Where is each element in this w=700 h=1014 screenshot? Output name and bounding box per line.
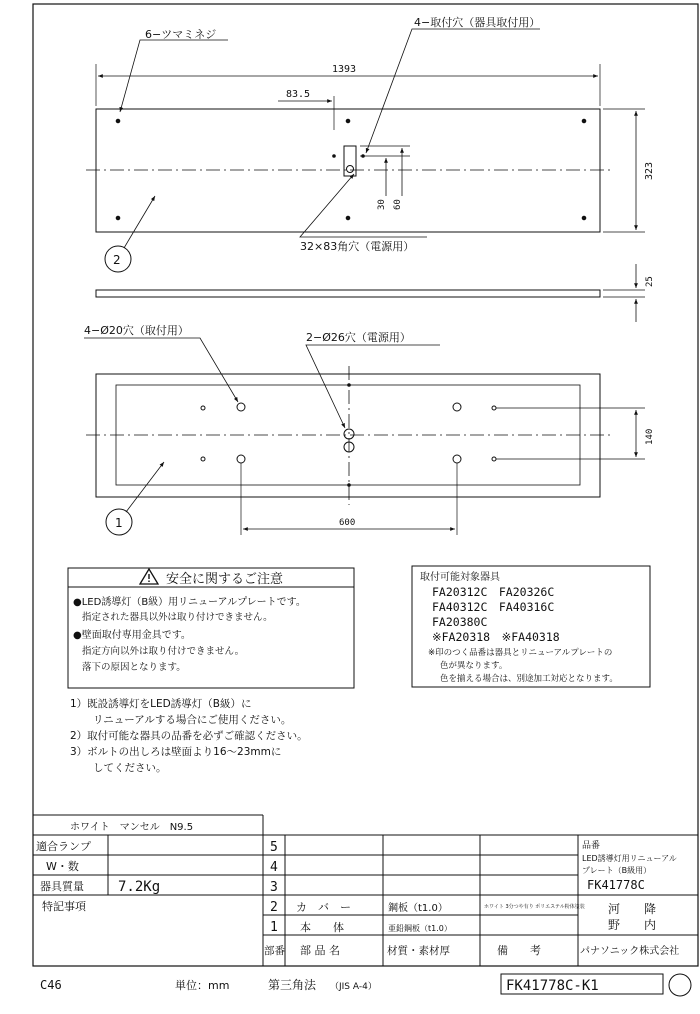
safety-line: ●壁面取付専用金具です。 [73, 630, 191, 641]
head-material: 材質・素材厚 [387, 945, 450, 957]
drawing-number: FK41778C-K1 [506, 978, 599, 994]
mount-hole-20 [453, 455, 461, 463]
company-name: パナソニック株式会社 [580, 946, 680, 957]
head-no: 部番 [264, 945, 285, 957]
small-hole [201, 406, 205, 410]
mount-hole [333, 155, 336, 158]
bottom-view-plate [96, 374, 600, 497]
compatible-box [412, 566, 650, 687]
mount-holes-label: 4−取付穴（器具取付用） [414, 16, 541, 29]
usage-notes [70, 697, 308, 774]
safety-line: 指定方向以外は取り付けできません。 [82, 646, 245, 657]
dim-30: 30 [377, 199, 387, 210]
dim-25: 25 [645, 276, 655, 287]
usage-note: 3）ボルトの出しろは壁面より16〜23mmに [70, 746, 282, 758]
footer-code: C46 [40, 978, 62, 992]
safety-line: 指定された器具以外は取り付けできません。 [82, 612, 273, 623]
screw [582, 216, 586, 220]
compatible-line: ※FA20318 ※FA40318 [432, 630, 560, 644]
footer-projection: 第三角法 [268, 978, 317, 992]
weight-label: 器具質量 [40, 880, 84, 893]
power-hole-label: 32×83角穴（電源用） [300, 240, 415, 253]
compatible-line: FA20312C FA20326C [432, 585, 555, 599]
usage-note: してください。 [93, 762, 167, 774]
side-view-plate [96, 290, 600, 297]
product-code: FK41778C [587, 878, 645, 892]
screw [346, 216, 350, 220]
callout-2-number: 2 [113, 253, 121, 267]
weight-value: 7.2Kg [118, 879, 161, 895]
product-name-line: LED誘導灯用リニューアル [582, 854, 677, 863]
footer-unit: 単位：mm [175, 979, 230, 992]
row1-name: 本 体 [300, 921, 344, 934]
dim-600: 600 [339, 518, 356, 528]
revision-circle [669, 974, 691, 996]
mount-hole-leader [84, 338, 238, 402]
power-hole-rect [344, 146, 356, 176]
row2-name: カ バ ー [296, 901, 351, 914]
compatible-note: 色が異なります。 [440, 661, 508, 671]
row2-remark: ホワイト 3分つや有り ポリエステル粉体塗装 [484, 904, 585, 910]
head-remark: 備 考 [497, 944, 541, 957]
dim-60: 60 [393, 199, 403, 210]
person-line: 野 内 [608, 918, 657, 932]
safety-line: ●LED誘導灯（B級）用リニューアルプレートです。 [73, 597, 306, 608]
row-number: 1 [270, 920, 278, 935]
row-number: 4 [270, 860, 278, 875]
side-view [96, 264, 645, 322]
row-number: 5 [270, 840, 278, 855]
mount-hole-20 [453, 403, 461, 411]
compatible-line: FA20380C [432, 615, 488, 629]
power-hole-leader [300, 174, 427, 237]
small-hole [201, 457, 205, 461]
mount-holes-leader [366, 29, 540, 153]
small-hole [492, 457, 496, 461]
color-spec: ホワイト マンセル N9.5 [70, 822, 194, 833]
screw [582, 119, 586, 123]
compatible-note: 色を揃える場合は、別途加工対応となります。 [440, 674, 618, 684]
mount-hole-20 [237, 455, 245, 463]
top-view-plate [96, 109, 600, 232]
usage-note: リニューアルする場合にご使用ください。 [93, 714, 292, 726]
compatible-note: ※印のつく品番は器具とリニューアルプレートの [428, 648, 613, 658]
callout-1-number: 1 [115, 516, 123, 530]
power-hole-leader-b [306, 345, 440, 428]
row1-material: 亜鉛鋼板（t1.0） [388, 924, 452, 933]
footer-paper: （JIS A-4） [330, 982, 377, 992]
row-number: 2 [270, 900, 278, 915]
top-view [86, 29, 645, 272]
row2-material: 鋼板（t1.0） [388, 903, 448, 914]
dim-323: 323 [644, 161, 655, 180]
special-label: 特記事項 [42, 900, 86, 913]
callout-2-leader [124, 196, 155, 248]
safety-title: 安全に関するご注意 [166, 572, 284, 587]
safety-line: 落下の原因となります。 [82, 662, 186, 673]
watt-label: W・数 [46, 860, 79, 873]
row-number: 3 [270, 880, 278, 895]
usage-note: 1）既設誘導灯をLED誘導灯（B級）に [70, 698, 252, 710]
screw [116, 216, 120, 220]
compatible-line: FA40312C FA40316C [432, 600, 555, 614]
compatible-title: 取付可能対象器具 [420, 572, 500, 583]
dim-83-5: 83.5 [286, 89, 311, 100]
lamp-label: 適合ランプ [36, 840, 91, 853]
power-hole-circle [347, 166, 354, 173]
screw [116, 119, 120, 123]
dim-1393: 1393 [332, 64, 357, 75]
screw-label: 6−ツマミネジ [145, 28, 217, 41]
warning-icon [140, 569, 158, 584]
mount-hole-20-label: 4−Ø20穴（取付用） [84, 324, 189, 337]
small-hole [492, 406, 496, 410]
product-name-line: プレート（B級用） [582, 866, 652, 875]
hinban-label: 品番 [582, 841, 601, 851]
usage-note: 2）取付可能な器具の品番を必ずご確認ください。 [70, 730, 308, 742]
bottom-view [84, 338, 645, 535]
head-name: 部 品 名 [300, 944, 340, 957]
person-line: 河 降 [608, 902, 657, 916]
safety-box [68, 568, 354, 688]
mount-hole-20 [237, 403, 245, 411]
screw [346, 119, 350, 123]
dim-140: 140 [645, 428, 655, 445]
power-hole-26-label: 2−Ø26穴（電源用） [306, 331, 411, 344]
callout-1-leader [126, 462, 164, 512]
